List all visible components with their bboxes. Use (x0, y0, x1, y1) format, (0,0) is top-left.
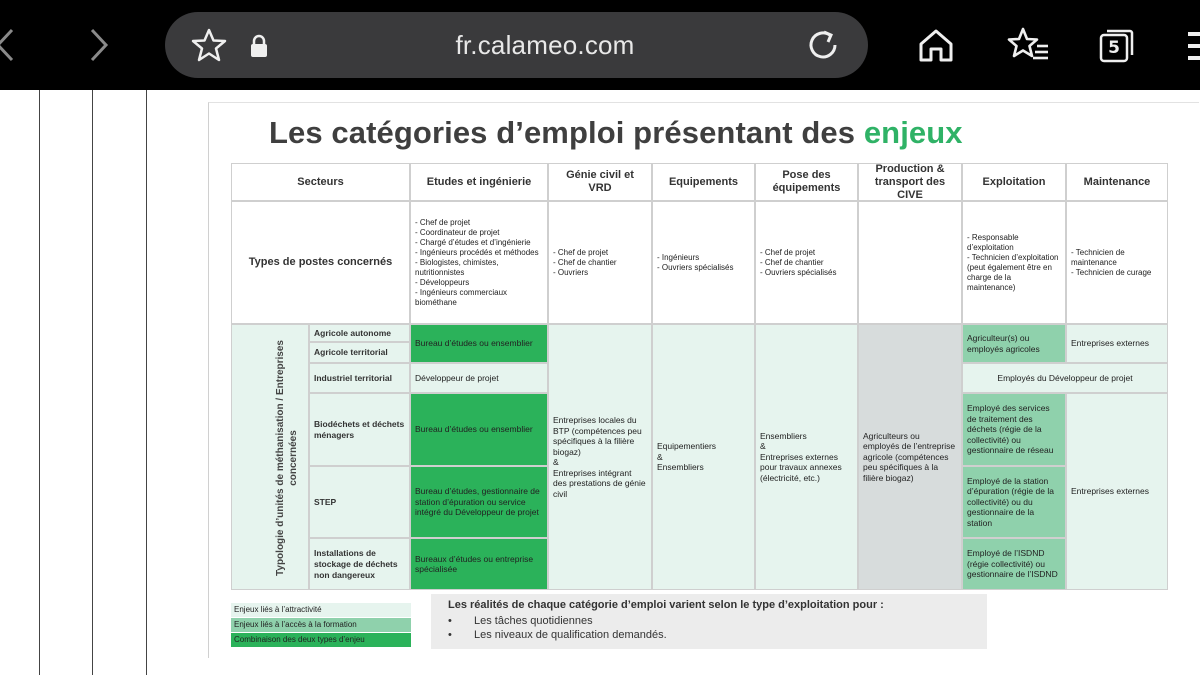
slide-title-text: Les catégories d’emploi présentant des (269, 115, 864, 150)
reload-icon[interactable] (805, 27, 841, 63)
legend-attractivite: Enjeux liés à l’attractivité (231, 603, 411, 617)
page-divider (39, 90, 40, 675)
tabs-button[interactable] (1098, 28, 1134, 64)
note-heading: Les réalités de chaque catégorie d’emploi varient selon le type d’exploitation pour : (448, 599, 884, 611)
slide-title (269, 115, 963, 151)
header-pose: Pose des équipements (755, 163, 858, 201)
cell-pose: Ensembliers & Entreprises externes pour travaux annexes (électricité, etc.) (755, 324, 858, 590)
types-etudes: - Chef de projet - Coordinateur de projet - Chargé d’études et d’ingénierie - Ingénieurs procédés et méthodes - Biologistes, chimistes, nutritionnistes - Développeurs - Ingénieurs commerciaux biométhane (410, 201, 548, 324)
lock-icon (249, 34, 269, 58)
page-divider (92, 90, 93, 675)
row-industriel-territorial: Industriel territorial (309, 363, 410, 393)
row-agricole-autonome: Agricole autonome (309, 324, 410, 342)
home-icon[interactable] (917, 27, 955, 63)
types-maintenance: - Technicien de maintenance - Technicien de curage (1066, 201, 1168, 324)
cell-agricole-etudes: Bureau d’études ou ensemblier (410, 324, 548, 363)
row-biodechets: Biodéchets et déchets ménagers (309, 393, 410, 466)
row-isd: Installations de stockage de déchets non dangereux (309, 538, 410, 590)
header-etudes: Etudes et ingénierie (410, 163, 548, 201)
star-bookmark-icon[interactable] (191, 28, 227, 62)
cell-industriel-exploitation-maintenance: Employés du Développeur de projet (962, 363, 1168, 393)
slide-title-accent: enjeux (863, 115, 963, 150)
types-pose: - Chef de projet - Chef de chantier - Ouvriers spécialisés (755, 201, 858, 324)
back-button[interactable] (0, 20, 28, 70)
cell-isd-etudes: Bureaux d’études ou entreprise spécialisée (410, 538, 548, 590)
cell-biodechets-exploitation: Employé des services de traitement des déchets (régie de la collectivité) ou gestionnaire de réseau (962, 393, 1066, 466)
types-exploitation: - Responsable d’exploitation - Technicien d’exploitation (peut également être en charge de la maintenance) (962, 201, 1066, 324)
note-bullet: • Les niveaux de qualification demandés. (448, 629, 667, 641)
legend-formation: Enjeux liés à l’accès à la formation (231, 618, 411, 632)
cell-agricole-maintenance: Entreprises externes (1066, 324, 1168, 363)
bookmarks-list-icon[interactable] (1007, 26, 1049, 64)
browser-toolbar (0, 0, 1200, 90)
typologie-side-label: Typologie d’unités de méthanisation / Entreprises concernées (275, 340, 299, 576)
header-production: Production & transport des CIVE (858, 163, 962, 201)
cell-agricole-exploitation: Agriculteur(s) ou employés agricoles (962, 324, 1066, 363)
cell-biodechets-etudes: Bureau d’études ou ensemblier (410, 393, 548, 466)
note-bullet-text: Les niveaux de qualification demandés. (474, 629, 667, 641)
address-bar[interactable] (165, 12, 868, 78)
cell-step-etudes: Bureau d’études, gestionnaire de station d’épuration ou service intégré du Développeur de projet (410, 466, 548, 538)
types-genie: - Chef de projet - Chef de chantier - Ouvriers (548, 201, 652, 324)
cell-industriel-etudes: Développeur de projet (410, 363, 548, 393)
types-equipements: - Ingénieurs - Ouvriers spécialisés (652, 201, 755, 324)
typologie-side-cell (231, 324, 309, 590)
cell-production: Agriculteurs ou employés de l’entreprise agricole (compétences peu spécifiques à la filière biogaz) (858, 324, 962, 590)
header-genie-civil: Génie civil et VRD (548, 163, 652, 201)
page-divider (146, 90, 147, 675)
document-slide (208, 102, 1199, 658)
legend-combinaison: Combinaison des deux types d’enjeu (231, 633, 411, 647)
menu-icon[interactable] (1188, 28, 1200, 64)
cell-lower-maintenance: Entreprises externes (1066, 393, 1168, 590)
cell-isd-exploitation: Employé de l’ISDND (régie collectivité) ou gestionnaire de l’ISDND (962, 538, 1066, 590)
url-text[interactable]: fr.calameo.com (455, 30, 635, 60)
cell-step-exploitation: Employé de la station d’épuration (régie de la collectivité) ou du gestionnaire de la station (962, 466, 1066, 538)
header-secteurs: Secteurs (231, 163, 410, 201)
cell-equipements: Equipementiers & Ensembliers (652, 324, 755, 590)
chevron-right-icon (78, 20, 118, 70)
header-maintenance: Maintenance (1066, 163, 1168, 201)
forward-button[interactable] (78, 20, 118, 70)
types-production (858, 201, 962, 324)
cell-genie-civil: Entreprises locales du BTP (compétences peu spécifiques à la filière biogaz) & Entreprises intégrant des prestations de génie civil (548, 324, 652, 590)
header-equipements: Equipements (652, 163, 755, 201)
types-label: Types de postes concernés (231, 201, 410, 324)
chevron-left-icon (0, 20, 28, 70)
page-viewport (0, 90, 1200, 675)
row-step: STEP (309, 466, 410, 538)
tab-count: 5 (1108, 38, 1120, 58)
header-exploitation: Exploitation (962, 163, 1066, 201)
note-box (431, 594, 987, 649)
note-bullet-text: Les tâches quotidiennes (474, 615, 593, 627)
row-agricole-territorial: Agricole territorial (309, 342, 410, 363)
note-bullet: • Les tâches quotidiennes (448, 615, 593, 627)
